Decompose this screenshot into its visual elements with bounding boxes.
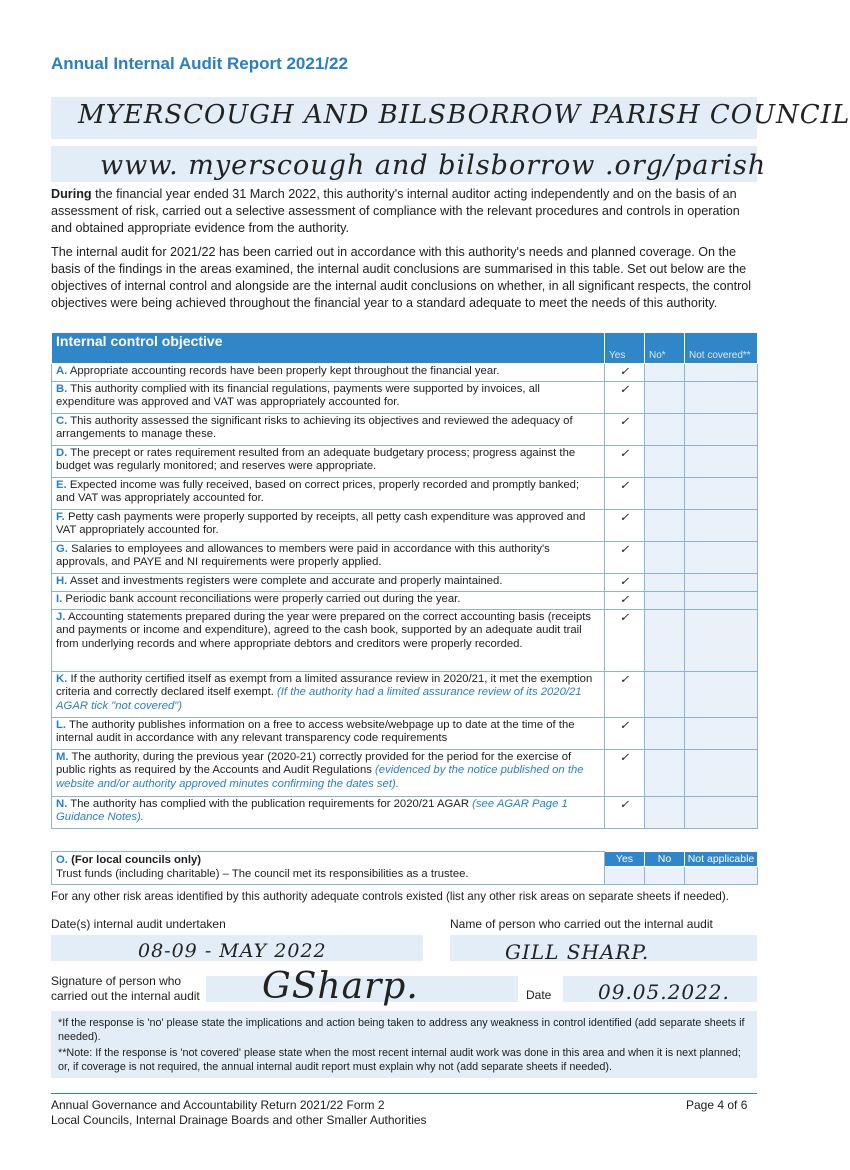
table-row (52, 750, 758, 797)
checkmark-icon: ✓ (619, 383, 630, 396)
yes-tick-cell[interactable] (605, 592, 645, 610)
objective-cell (52, 478, 605, 510)
footnote-no: *If the response is 'no' please state the implications and action being taken to address any weakness in control identified (add separate sheets if needed). (58, 1017, 745, 1043)
objective-cell (52, 414, 605, 446)
objective-text: This authority assessed the significant risks to achieving its objectives and reviewed the adequacy of arrangements to manage these. (56, 415, 573, 441)
page-title: Annual Internal Audit Report 2021/22 (51, 54, 348, 73)
checkmark-icon: ✓ (619, 673, 630, 686)
header-objective: Internal control objective (52, 333, 605, 364)
not-covered-cell[interactable] (685, 446, 758, 478)
objective-cell (52, 672, 605, 718)
objective-cell (52, 592, 605, 610)
table-row (52, 364, 758, 382)
control-objectives-table (51, 332, 758, 829)
objective-text: Appropriate accounting records have been properly kept throughout the financial year. (69, 365, 500, 377)
not-covered-cell[interactable] (685, 592, 758, 610)
checkmark-icon: ✓ (619, 575, 630, 588)
no-cell[interactable] (645, 542, 685, 574)
objective-letter: G. (56, 543, 68, 555)
checkmark-icon: ✓ (619, 365, 630, 378)
not-covered-cell[interactable] (685, 797, 758, 829)
table-row (52, 797, 758, 829)
objective-text: Asset and investments registers were complete and accurate and properly maintained. (69, 575, 503, 587)
section-o-letter: O. (56, 854, 68, 866)
header-yes: Yes (605, 333, 645, 364)
table-row (52, 446, 758, 478)
footer-page-number: Page 4 of 6 (686, 1098, 748, 1112)
objective-text: The authority, during the previous year (2020-21) correctly provided for the period for the exercise of public rights as required by the Accounts and Audit Regulations (56, 751, 572, 777)
checkmark-icon: ✓ (619, 511, 630, 524)
yes-tick-cell[interactable] (605, 364, 645, 382)
objective-letter: D. (56, 447, 68, 459)
signature-label-line2: carried out the internal audit (51, 989, 200, 1003)
table-row (52, 592, 758, 610)
footer-authorities: Local Councils, Internal Drainage Boards and other Smaller Authorities (51, 1113, 427, 1127)
summary-paragraph: The internal audit for 2021/22 has been carried out in accordance with this authority's needs and planned coverage. On the basis of the findings in the areas examined, the internal audit conclusions are summarised in this table. Set out below are the objectives of internal control and alongside are the internal audit conclusions on whether, in all significant respects, the control objectives were being achieved throughout the financial year to a standard adequate to meet the needs of this authority. (51, 245, 752, 310)
checkmark-icon: ✓ (619, 447, 630, 460)
objective-text: Expected income was fully received, based on correct prices, properly recorded and promptly banked; and VAT was appropriately accounted for. (56, 479, 580, 505)
yes-tick-cell[interactable] (605, 672, 645, 718)
section-o-header-na: Not applicable (685, 852, 758, 867)
objective-text: This authority complied with its financial regulations, payments were supported by invoices, all expenditure was approved and VAT was appropriately accounted for. (56, 383, 540, 409)
no-cell[interactable] (645, 718, 685, 750)
table-row (52, 478, 758, 510)
objective-letter: J. (56, 611, 66, 623)
section-o-heading: (For local councils only) (71, 854, 202, 866)
no-cell[interactable] (645, 797, 685, 829)
section-o-na-cell[interactable] (685, 867, 758, 885)
objective-letter: K. (56, 673, 68, 685)
table-row (52, 718, 758, 750)
no-cell[interactable] (645, 446, 685, 478)
section-o-text: Trust funds (including charitable) – The council met its responsibilities as a trustee. (56, 868, 469, 880)
other-risk-statement: For any other risk areas identified by this authority adequate controls existed (list any other risk areas on separate sheets if needed). (51, 890, 729, 903)
sign-date-handwritten: 09.05.2022. (598, 980, 730, 1004)
objective-text: Periodic bank account reconciliations were properly carried out during the year. (65, 593, 461, 605)
not-covered-cell[interactable] (685, 382, 758, 414)
authority-name-handwritten: MYERSCOUGH AND BILSBORROW PARISH COUNCIL (78, 100, 850, 130)
yes-tick-cell[interactable] (605, 446, 645, 478)
objective-cell (52, 510, 605, 542)
not-covered-cell[interactable] (685, 510, 758, 542)
header-no: No* (645, 333, 685, 364)
section-o-table (51, 851, 758, 885)
yes-tick-cell[interactable] (605, 478, 645, 510)
objective-note: (If the authority had a limited assurance review of its 2020/21 AGAR tick "not covered") (56, 686, 582, 712)
no-cell[interactable] (645, 382, 685, 414)
objective-text: Accounting statements prepared during the year were prepared on the correct accounting basis (receipts and payments or income and expenditure), agreed to the cash book, supported by an adequate audit trail from underlying records and where appropriate debtors and creditors were properly recorded. (56, 611, 592, 650)
checkmark-icon: ✓ (619, 751, 630, 764)
objective-cell (52, 382, 605, 414)
objective-letter: H. (56, 575, 68, 587)
no-cell[interactable] (645, 478, 685, 510)
auditor-name-handwritten: GILL SHARP. (505, 940, 650, 964)
objective-text: Salaries to employees and allowances to members were paid in accordance with this authority's approvals, and PAYE and NI requirements were properly applied. (56, 543, 550, 569)
audit-date-handwritten: 08-09 - MAY 2022 (138, 940, 327, 962)
intro-lead: During (51, 187, 92, 201)
no-cell[interactable] (645, 414, 685, 446)
table-row (52, 510, 758, 542)
objective-letter: M. (56, 751, 69, 763)
intro-paragraph (51, 186, 761, 237)
not-covered-cell[interactable] (685, 414, 758, 446)
yes-tick-cell[interactable] (605, 797, 645, 829)
checkmark-icon: ✓ (619, 479, 630, 492)
not-covered-cell[interactable] (685, 718, 758, 750)
no-cell[interactable] (645, 510, 685, 542)
checkmark-icon: ✓ (619, 543, 630, 556)
not-covered-cell[interactable] (685, 542, 758, 574)
yes-tick-cell[interactable] (605, 610, 645, 672)
table-row (52, 542, 758, 574)
footer-divider (51, 1093, 757, 1094)
objective-cell (52, 797, 605, 829)
footnote-not-covered: **Note: If the response is 'not covered' please state when the most recent internal audit work was done in this area and when it is next planned; or, if coverage is not required, the annual internal audit report must explain why not (add separate sheets if needed). (58, 1047, 741, 1073)
objective-letter: L. (56, 719, 67, 731)
objective-letter: F. (56, 511, 65, 523)
no-cell[interactable] (645, 592, 685, 610)
website-handwritten: www. myerscough and bilsborrow .org/parish (100, 150, 767, 181)
objective-text: The authority has complied with the publication requirements for 2020/21 AGAR (70, 798, 473, 810)
objective-letter: N. (56, 798, 68, 810)
signature-handwritten: GSharp. (262, 966, 419, 1007)
objective-cell (52, 574, 605, 592)
no-cell[interactable] (645, 574, 685, 592)
no-cell[interactable] (645, 364, 685, 382)
intro-text: the financial year ended 31 March 2022, this authority's internal auditor acting independently and on the basis of an assessment of risk, carried out a selective assessment of compliance with the relevant procedures and controls in operation and obtained appropriate evidence from the authority. (51, 187, 740, 235)
header-not-covered: Not covered** (685, 333, 758, 364)
section-o-cell (52, 852, 605, 885)
objective-cell (52, 750, 605, 797)
no-cell[interactable] (645, 750, 685, 797)
yes-tick-cell[interactable] (605, 414, 645, 446)
no-cell[interactable] (645, 672, 685, 718)
no-cell[interactable] (645, 610, 685, 672)
table-row (52, 414, 758, 446)
objective-cell (52, 718, 605, 750)
not-covered-cell[interactable] (685, 364, 758, 382)
signature-label-line1: Signature of person who (51, 974, 182, 988)
objective-cell (52, 542, 605, 574)
objective-cell (52, 446, 605, 478)
objective-letter: I. (56, 593, 63, 605)
objective-note: (see AGAR Page 1 Guidance Notes). (56, 798, 568, 824)
yes-tick-cell[interactable] (605, 750, 645, 797)
yes-tick-cell[interactable] (605, 382, 645, 414)
checkmark-icon: ✓ (619, 611, 630, 624)
objective-text: The precept or rates requirement resulted from an adequate budgetary process; progress against the budget was regularly monitored; and reserves were appropriate. (56, 447, 576, 473)
objective-cell (52, 610, 605, 672)
objective-letter: C. (56, 415, 68, 427)
checkmark-icon: ✓ (619, 593, 630, 606)
section-o-header-no: No (645, 852, 685, 867)
section-o-no-cell[interactable] (645, 867, 685, 885)
objective-cell (52, 364, 605, 382)
objective-letter: B. (56, 383, 68, 395)
not-covered-cell[interactable] (685, 610, 758, 672)
auditor-name-label: Name of person who carried out the internal audit (450, 917, 713, 931)
checkmark-icon: ✓ (619, 798, 630, 811)
not-covered-cell[interactable] (685, 750, 758, 797)
sign-date-label: Date (526, 988, 552, 1002)
table-row (52, 610, 758, 672)
not-covered-cell[interactable] (685, 672, 758, 718)
footer-form-title: Annual Governance and Accountability Return 2021/22 Form 2 (51, 1098, 385, 1112)
yes-tick-cell[interactable] (605, 510, 645, 542)
objective-note: (evidenced by the notice published on the website and/or authority approved minutes confirming the dates set). (56, 764, 584, 790)
objective-letter: E. (56, 479, 67, 491)
objective-text: The authority publishes information on a free to access website/webpage up to date at the time of the internal audit in accordance with any relevant transparency code requirements (56, 719, 575, 745)
table-row (52, 382, 758, 414)
section-o-yes-cell[interactable] (605, 867, 645, 885)
not-covered-cell[interactable] (685, 574, 758, 592)
audit-date-label: Date(s) internal audit undertaken (51, 917, 226, 931)
yes-tick-cell[interactable] (605, 542, 645, 574)
signature-label (51, 974, 200, 1004)
checkmark-icon: ✓ (619, 415, 630, 428)
yes-tick-cell[interactable] (605, 574, 645, 592)
section-o-header-yes: Yes (605, 852, 645, 867)
objective-text: Petty cash payments were properly supported by receipts, all petty cash expenditure was approved and VAT appropriately accounted for. (56, 511, 586, 537)
table-row (52, 574, 758, 592)
not-covered-cell[interactable] (685, 478, 758, 510)
objective-text: If the authority certified itself as exempt from a limited assurance review in 2020/21, it met the exemption criteria and correctly declared itself exempt. (56, 673, 593, 699)
objective-letter: A. (56, 365, 68, 377)
yes-tick-cell[interactable] (605, 718, 645, 750)
checkmark-icon: ✓ (619, 719, 630, 732)
table-row (52, 672, 758, 718)
